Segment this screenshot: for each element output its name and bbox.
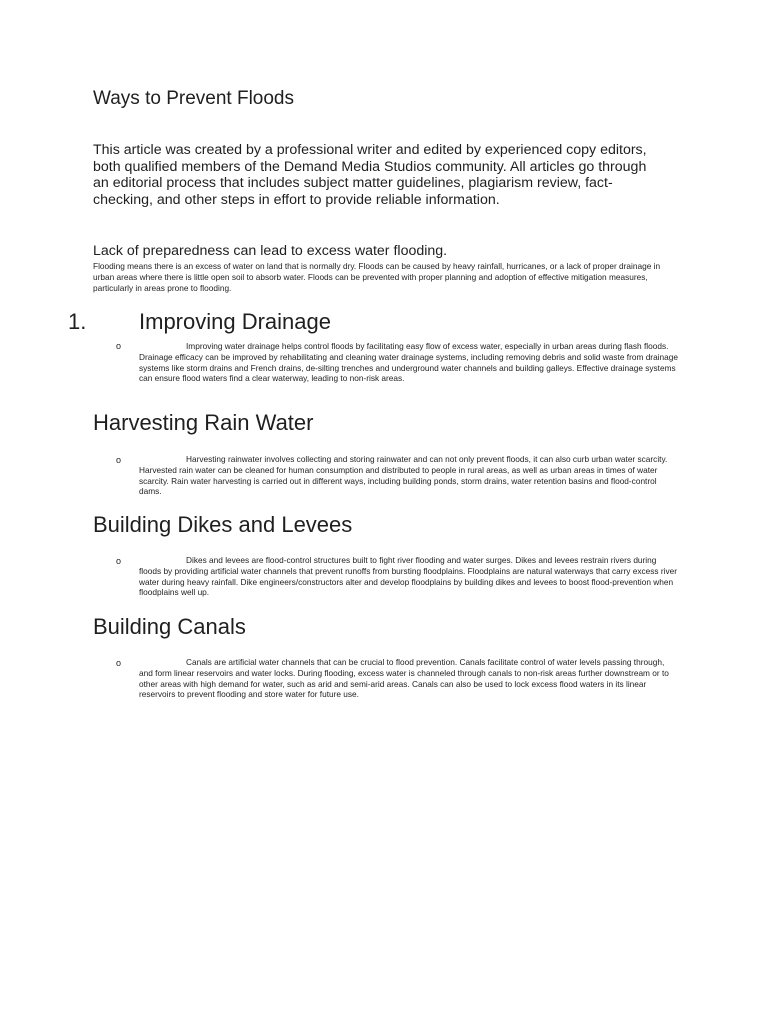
summary-paragraph: Flooding means there is an excess of water on land that is normally dry. Floods can be caused by heavy rainfall, hurricanes, or a lack of proper drainage in urban areas where there is little open soil to absorb water. Floods can be prevented with proper planning and adoption of effective mitigation measures, particularly in areas prone to flooding. <box>93 261 661 293</box>
section-number: 1. <box>68 309 87 334</box>
list-bullet: o <box>116 341 122 351</box>
section-text-harvesting-rain-water: Harvesting rainwater involves collecting and storing rainwater and can not only prevent floods, it can also curb urban water scarcity. Harvested rain water can be cleaned for human consumption and distributed to people in rural areas, as well as urban areas in times of water scarcity. Rain water harvesting is carried out in different ways, including building ponds, storm drains, water retention basins and flood-control dams. <box>139 454 668 497</box>
list-bullet: o <box>116 658 122 668</box>
section-heading-dikes-levees: Building Dikes and Levees <box>93 512 353 537</box>
document-title: Ways to Prevent Floods <box>93 88 294 109</box>
section-text-building-canals: Canals are artificial water channels that can be crucial to flood prevention. Canals facilitate control of water levels passing through, and form linear reservoirs and water locks. During flooding, excess water is channeled through canals to non-risk areas further downstream or to other areas with high demand for water, such as arid and semi-arid areas. Canals can also be used to lock excess flood waters in its linear reservoirs to prevent flooding and store water for future use. <box>139 657 669 700</box>
lead-sentence: Lack of preparedness can lead to excess water flooding. <box>93 243 448 259</box>
list-bullet: o <box>116 556 122 566</box>
section-text-improving-drainage: Improving water drainage helps control floods by facilitating easy flow of excess water, especially in urban areas during flash floods. Drainage efficacy can be improved by rehabilitating and cleaning water drainage systems, including removing debris and solid waste from drainage systems like storm drains and French drains, de-silting trenches and underground water channels and building galleys. Effective drainage systems can ensure flood waters find a clear waterway, leading to non-risk areas. <box>139 341 678 384</box>
section-heading-improving-drainage: Improving Drainage <box>139 309 331 334</box>
section-text-dikes-levees: Dikes and levees are flood-control structures built to fight river flooding and water surges. Dikes and levees restrain rivers during floods by providing artificial water channels that prevent runoffs from bursting floodplains. Floodplains are natural waterways that carry excess river water during heavy rainfall. Dike engineers/constructors alter and develop floodplains by building dikes and levees to boost flood-prevention when floodplains well up. <box>139 555 678 598</box>
section-heading-harvesting-rain-water: Harvesting Rain Water <box>93 410 314 435</box>
section-heading-building-canals: Building Canals <box>93 614 246 639</box>
intro-paragraph: This article was created by a professional writer and edited by experienced copy editors, both qualified members of the Demand Media Studios community. All articles go through an editorial process that includes subject matter guidelines, plagiarism review, fact-checking, and other steps in effort to provide reliable information. <box>93 142 647 208</box>
list-bullet: o <box>116 455 122 465</box>
